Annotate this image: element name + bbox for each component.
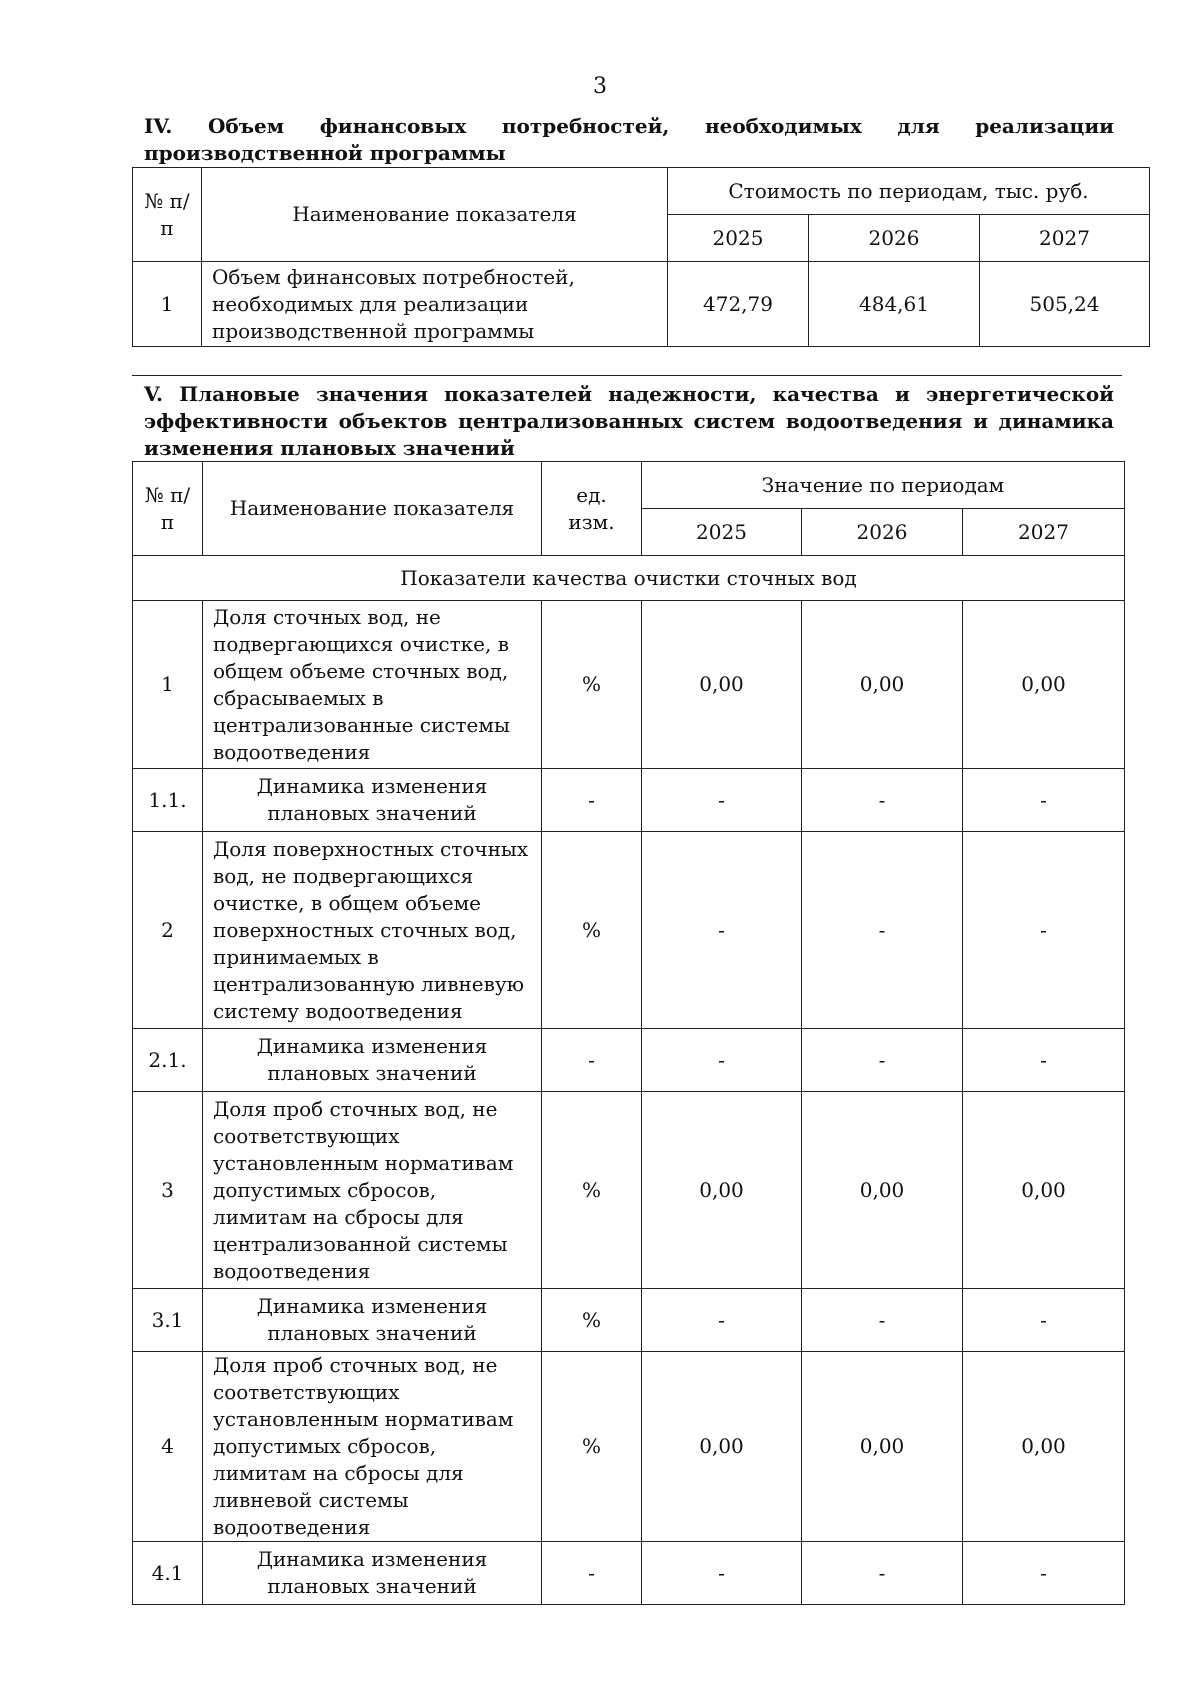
- row-name: Объем финансовых потребностей, необходимых для реализации производственной программы: [202, 262, 668, 347]
- row-value: -: [642, 832, 802, 1029]
- row-value: -: [802, 769, 963, 832]
- row-value: -: [963, 769, 1125, 832]
- row-unit: -: [542, 1029, 642, 1092]
- table-row: [133, 1289, 1125, 1352]
- row-value: -: [802, 832, 963, 1029]
- header-year: 2025: [642, 509, 802, 556]
- row-num: 2.1.: [133, 1029, 203, 1092]
- row-unit: %: [542, 832, 642, 1029]
- row-value: 0,00: [963, 1092, 1125, 1289]
- row-value: -: [642, 1289, 802, 1352]
- row-value: 0,00: [802, 1092, 963, 1289]
- header-year: 2026: [809, 215, 980, 262]
- row-num: 1: [133, 601, 203, 769]
- row-value: -: [963, 1029, 1125, 1092]
- row-name: Доля проб сточных вод, не соответствующих установленным нормативам допустимых сбросов, лимитам на сбросы для ливневой системы водоотведения: [203, 1352, 542, 1542]
- row-name: Динамика изменения плановых значений: [203, 1542, 542, 1605]
- table-row: [133, 1029, 1125, 1092]
- row-value: -: [802, 1542, 963, 1605]
- header-num: № п/п: [133, 462, 203, 556]
- row-name: Динамика изменения плановых значений: [203, 1289, 542, 1352]
- row-value: -: [642, 1029, 802, 1092]
- header-year: 2026: [802, 509, 963, 556]
- row-value: 0,00: [963, 1352, 1125, 1542]
- row-unit: %: [542, 601, 642, 769]
- row-num: 3.1: [133, 1289, 203, 1352]
- header-year: 2025: [668, 215, 809, 262]
- row-num: 4: [133, 1352, 203, 1542]
- row-name: Динамика изменения плановых значений: [203, 769, 542, 832]
- row-name: Динамика изменения плановых значений: [203, 1029, 542, 1092]
- table-row: [133, 601, 1125, 769]
- row-value: -: [963, 1289, 1125, 1352]
- row-unit: -: [542, 769, 642, 832]
- header-value-group: Значение по периодам: [642, 462, 1125, 509]
- row-num: 1.1.: [133, 769, 203, 832]
- row-unit: %: [542, 1092, 642, 1289]
- row-value: -: [802, 1029, 963, 1092]
- row-name: Доля поверхностных сточных вод, не подвергающихся очистке, в общем объеме поверхностных сточных вод, принимаемых в централизованную ливневую систему водоотведения: [203, 832, 542, 1029]
- row-unit: -: [542, 1542, 642, 1605]
- row-num: 1: [133, 262, 202, 347]
- row-name: Доля проб сточных вод, не соответствующих установленным нормативам допустимых сбросов, лимитам на сбросы для централизованной системы водоотведения: [203, 1092, 542, 1289]
- row-name: Доля сточных вод, не подвергающихся очистке, в общем объеме сточных вод, сбрасываемых в централизованные системы водоотведения: [203, 601, 542, 769]
- row-num: 3: [133, 1092, 203, 1289]
- row-value: -: [802, 1289, 963, 1352]
- row-value: 0,00: [642, 601, 802, 769]
- header-year: 2027: [963, 509, 1125, 556]
- page-number: 3: [593, 74, 607, 99]
- table-row: [133, 1352, 1125, 1542]
- header-name: Наименование показателя: [202, 168, 668, 262]
- row-value: -: [963, 832, 1125, 1029]
- row-num: 4.1: [133, 1542, 203, 1605]
- row-unit: %: [542, 1352, 642, 1542]
- row-unit: %: [542, 1289, 642, 1352]
- row-value: 484,61: [809, 262, 980, 347]
- table-row: [133, 769, 1125, 832]
- section-5-title: V. Плановые значения показателей надежности, качества и энергетической эффективности объектов централизованных систем водоотведения и динамика изменения плановых значений: [144, 382, 1114, 460]
- row-value: -: [963, 1542, 1125, 1605]
- header-year: 2027: [980, 215, 1150, 262]
- row-value: 0,00: [802, 601, 963, 769]
- header-name: Наименование показателя: [203, 462, 542, 556]
- subheader-wastewater-quality: Показатели качества очистки сточных вод: [133, 556, 1125, 601]
- row-value: 0,00: [642, 1352, 802, 1542]
- indicators-table: [132, 461, 1125, 1605]
- table-row: [133, 1542, 1125, 1605]
- row-value: 472,79: [668, 262, 809, 347]
- section-4-title: IV. Объем финансовых потребностей, необходимых для реализации производственной программы: [144, 114, 1114, 165]
- section-divider: [132, 375, 1122, 376]
- row-value: 0,00: [802, 1352, 963, 1542]
- row-value: 0,00: [963, 601, 1125, 769]
- header-unit: ед. изм.: [542, 462, 642, 556]
- financial-needs-table: [132, 167, 1150, 347]
- table-row: [133, 262, 1150, 347]
- row-value: 0,00: [642, 1092, 802, 1289]
- row-num: 2: [133, 832, 203, 1029]
- table-row: [133, 1092, 1125, 1289]
- row-value: -: [642, 769, 802, 832]
- header-num: № п/п: [133, 168, 202, 262]
- header-cost-group: Стоимость по периодам, тыс. руб.: [668, 168, 1150, 215]
- row-value: 505,24: [980, 262, 1150, 347]
- table-row: [133, 832, 1125, 1029]
- row-value: -: [642, 1542, 802, 1605]
